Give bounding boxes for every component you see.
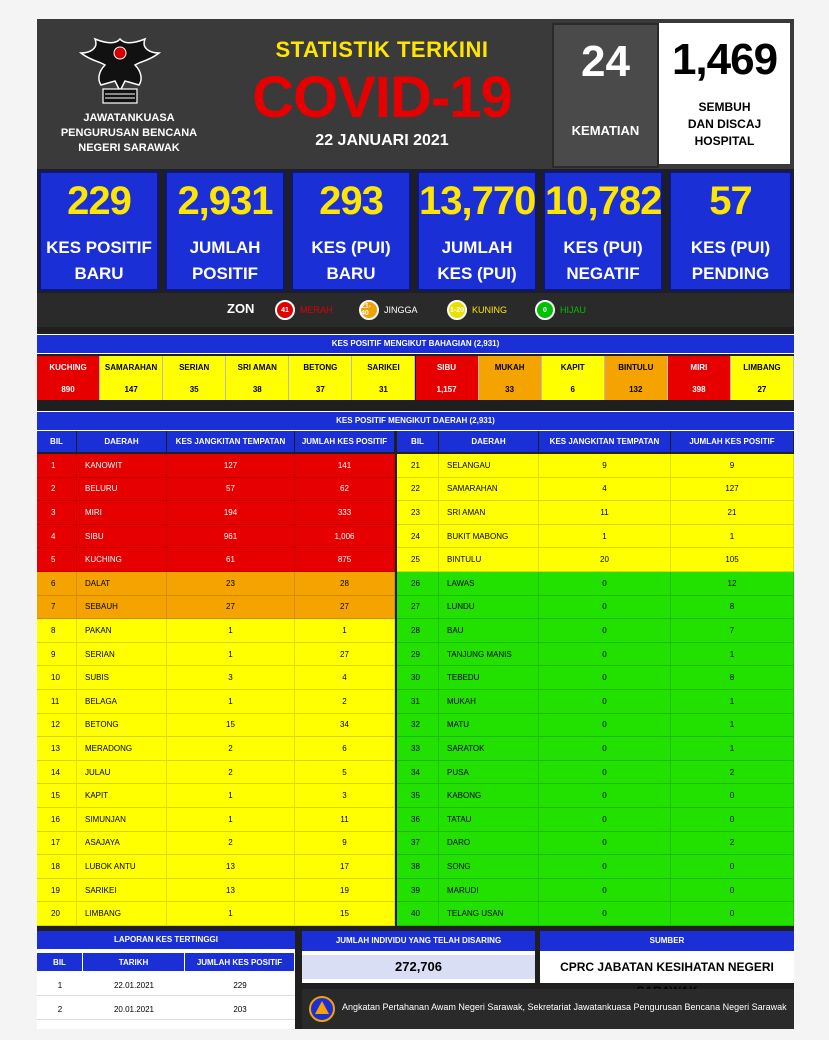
column-header: JUMLAH KES POSITIF <box>295 431 394 452</box>
district-name: ASAJAYA <box>77 832 167 856</box>
local-cases: 0 <box>539 643 671 667</box>
local-cases: 0 <box>539 761 671 785</box>
row-number: 31 <box>397 690 439 714</box>
highest-cases-report <box>37 931 295 1029</box>
report-cell: 203 <box>185 999 295 1020</box>
bahagian-name: BETONG <box>289 356 352 378</box>
recovered-value: 1,469 <box>671 35 778 84</box>
total-cases: 5 <box>295 761 395 785</box>
total-cases: 2 <box>295 690 395 714</box>
row-number: 21 <box>397 454 439 478</box>
district-name: TATAU <box>439 808 539 832</box>
screened-value: 272,706 <box>302 955 535 979</box>
district-name: SONG <box>439 855 539 879</box>
bahagian-name: KUCHING <box>37 356 100 378</box>
district-name: BAU <box>439 619 539 643</box>
local-cases: 1 <box>167 784 295 808</box>
bahagian-value: 398 <box>668 378 731 400</box>
district-name: JULAU <box>77 761 167 785</box>
row-number: 26 <box>397 572 439 596</box>
total-cases: 1 <box>671 643 794 667</box>
row-number: 29 <box>397 643 439 667</box>
local-cases: 1 <box>539 525 671 549</box>
district-name: TELANG USAN <box>439 902 539 926</box>
total-cases: 0 <box>671 784 794 808</box>
local-cases: 0 <box>539 832 671 856</box>
zone-title: ZON <box>227 301 255 316</box>
local-cases: 961 <box>167 525 295 549</box>
state-crest-icon <box>75 31 165 111</box>
total-cases: 62 <box>295 478 395 502</box>
local-cases: 1 <box>167 902 295 926</box>
local-cases: 1 <box>167 808 295 832</box>
total-cases: 12 <box>671 572 794 596</box>
district-name: DARO <box>439 832 539 856</box>
zone-item-yellow <box>447 299 507 321</box>
district-name: SRI AMAN <box>439 501 539 525</box>
local-cases: 194 <box>167 501 295 525</box>
district-name: BUKIT MABONG <box>439 525 539 549</box>
row-number: 32 <box>397 714 439 738</box>
zone-item-red <box>275 299 333 321</box>
local-cases: 0 <box>539 666 671 690</box>
district-name: MARUDI <box>439 879 539 903</box>
district-name: BINTULU <box>439 548 539 572</box>
district-name: MERADONG <box>77 737 167 761</box>
report-cell: 22.01.2021 <box>83 975 185 996</box>
zone-label: MERAH <box>300 305 333 315</box>
stat-value: 2,931 <box>177 179 273 223</box>
deaths-label: KEMATIAN <box>571 123 640 138</box>
bahagian-value: 6 <box>542 378 605 400</box>
total-cases: 2 <box>671 832 794 856</box>
local-cases: 2 <box>167 832 295 856</box>
row-number: 14 <box>37 761 77 785</box>
local-cases: 0 <box>539 808 671 832</box>
row-number: 37 <box>397 832 439 856</box>
bahagian-name: SAMARAHAN <box>100 356 163 378</box>
row-number: 8 <box>37 619 77 643</box>
footer-text: Angkatan Pertahanan Awam Negeri Sarawak, Sekretariat Jawatankuasa Pengurusan Bencana Negeri Sarawak <box>342 1002 787 1012</box>
bahagian-name: LIMBANG <box>731 356 794 378</box>
report-cell: 229 <box>185 975 295 996</box>
district-name: KUCHING <box>77 548 167 572</box>
total-cases: 15 <box>295 902 395 926</box>
district-name: MATU <box>439 714 539 738</box>
local-cases: 11 <box>539 501 671 525</box>
bahagian-value: 147 <box>100 378 163 400</box>
stat-value: 13,770 <box>419 179 536 223</box>
total-cases: 1 <box>295 619 395 643</box>
row-number: 22 <box>397 478 439 502</box>
recovered-label: SEMBUH DAN DISCAJ HOSPITAL <box>687 100 762 148</box>
total-cases: 1 <box>671 714 794 738</box>
row-number: 1 <box>37 454 77 478</box>
bahagian-name: SERIAN <box>163 356 226 378</box>
total-cases: 7 <box>671 619 794 643</box>
local-cases: 0 <box>539 902 671 926</box>
stat-label: KES (PUI) BARU <box>311 238 391 283</box>
recovered-card <box>659 23 790 164</box>
row-number: 2 <box>37 478 77 502</box>
bahagian-name: MUKAH <box>479 356 542 378</box>
district-name: SAMARAHAN <box>439 478 539 502</box>
zone-legend <box>37 293 794 327</box>
local-cases: 1 <box>167 643 295 667</box>
local-cases: 13 <box>167 855 295 879</box>
row-number: 39 <box>397 879 439 903</box>
report-column-header: BIL <box>37 953 82 971</box>
report-cell: 2 <box>37 999 83 1020</box>
total-cases: 27 <box>295 643 395 667</box>
total-cases: 21 <box>671 501 794 525</box>
district-name: BETONG <box>77 714 167 738</box>
zone-label: KUNING <box>472 305 508 315</box>
source-box <box>540 931 794 983</box>
district-name: BELAGA <box>77 690 167 714</box>
stat-card <box>165 171 285 291</box>
civil-defence-icon <box>308 995 336 1023</box>
stat-value: 293 <box>319 179 383 223</box>
bahagian-name: MIRI <box>668 356 731 378</box>
local-cases: 13 <box>167 879 295 903</box>
local-cases: 0 <box>539 714 671 738</box>
total-cases: 9 <box>671 454 794 478</box>
total-cases: 1,006 <box>295 525 395 549</box>
report-cell: 20.01.2021 <box>83 999 185 1020</box>
zone-label: HIJAU <box>560 305 587 315</box>
stat-label: JUMLAH POSITIF <box>189 238 261 283</box>
total-cases: 0 <box>671 902 794 926</box>
column-header: KES JANGKITAN TEMPATAN <box>167 431 294 452</box>
district-name: LUNDU <box>439 596 539 620</box>
bahagian-value: 132 <box>605 378 668 400</box>
local-cases: 23 <box>167 572 295 596</box>
total-cases: 1 <box>671 690 794 714</box>
row-number: 28 <box>397 619 439 643</box>
row-number: 30 <box>397 666 439 690</box>
zone-item-orange <box>359 299 418 321</box>
local-cases: 0 <box>539 572 671 596</box>
stat-label: KES (PUI) PENDING <box>690 238 771 283</box>
total-cases: 0 <box>671 879 794 903</box>
row-number: 35 <box>397 784 439 808</box>
district-name: SARIKEI <box>77 879 167 903</box>
header <box>37 19 794 169</box>
bahagian-value: 1,157 <box>416 378 479 400</box>
infographic-board <box>37 19 794 1029</box>
stat-card <box>669 171 792 291</box>
column-header: DAERAH <box>439 431 538 452</box>
deaths-value: 24 <box>581 37 630 86</box>
total-cases: 333 <box>295 501 395 525</box>
local-cases: 127 <box>167 454 295 478</box>
bottom-panel <box>37 931 794 1029</box>
total-cases: 4 <box>295 666 395 690</box>
source-title: SUMBER <box>540 931 794 951</box>
row-number: 6 <box>37 572 77 596</box>
local-cases: 1 <box>167 690 295 714</box>
zone-item-green <box>535 299 586 321</box>
local-cases: 4 <box>539 478 671 502</box>
bahagian-value: 27 <box>731 378 794 400</box>
total-cases: 141 <box>295 454 395 478</box>
total-cases: 105 <box>671 548 794 572</box>
screened-title: JUMLAH INDIVIDU YANG TELAH DISARING <box>302 931 535 951</box>
district-name: LAWAS <box>439 572 539 596</box>
total-cases: 8 <box>671 666 794 690</box>
row-number: 13 <box>37 737 77 761</box>
district-name: PAKAN <box>77 619 167 643</box>
stat-card <box>291 171 411 291</box>
row-number: 17 <box>37 832 77 856</box>
zone-badge: 1-20 <box>447 300 467 320</box>
stat-label: KES (PUI) NEGATIF <box>563 238 643 283</box>
total-cases: 127 <box>671 478 794 502</box>
deaths-card <box>552 23 659 168</box>
local-cases: 27 <box>167 596 295 620</box>
local-cases: 57 <box>167 478 295 502</box>
daerah-table <box>37 431 794 927</box>
row-number: 4 <box>37 525 77 549</box>
local-cases: 1 <box>167 619 295 643</box>
district-name: PUSA <box>439 761 539 785</box>
bahagian-value: 35 <box>163 378 226 400</box>
total-cases: 28 <box>295 572 395 596</box>
district-name: KANOWIT <box>77 454 167 478</box>
report-cell: 1 <box>37 975 83 996</box>
district-name: MUKAH <box>439 690 539 714</box>
stat-card <box>417 171 537 291</box>
footer <box>302 989 794 1029</box>
zone-badge: 41 <box>275 300 295 320</box>
district-name: LUBOK ANTU <box>77 855 167 879</box>
total-cases: 1 <box>671 525 794 549</box>
total-cases: 0 <box>671 855 794 879</box>
district-name: MIRI <box>77 501 167 525</box>
district-name: SIBU <box>77 525 167 549</box>
row-number: 12 <box>37 714 77 738</box>
bahagian-value: 33 <box>479 378 542 400</box>
bahagian-name: KAPIT <box>542 356 605 378</box>
column-header: DAERAH <box>77 431 166 452</box>
bahagian-value: 38 <box>226 378 289 400</box>
row-number: 18 <box>37 855 77 879</box>
title-top: STATISTIK TERKINI <box>275 37 489 62</box>
zone-label: JINGGA <box>384 305 418 315</box>
row-number: 5 <box>37 548 77 572</box>
local-cases: 0 <box>539 619 671 643</box>
screened-box <box>302 931 535 983</box>
column-header: JUMLAH KES POSITIF <box>671 431 793 452</box>
total-cases: 3 <box>295 784 395 808</box>
total-cases: 875 <box>295 548 395 572</box>
local-cases: 0 <box>539 855 671 879</box>
row-number: 34 <box>397 761 439 785</box>
local-cases: 0 <box>539 737 671 761</box>
local-cases: 2 <box>167 737 295 761</box>
page-title: COVID-19 <box>252 65 512 130</box>
total-cases: 17 <box>295 855 395 879</box>
district-name: TANJUNG MANIS <box>439 643 539 667</box>
organisation-name: JAWATANKUASA PENGURUSAN BENCANA NEGERI SARAWAK <box>60 112 198 154</box>
row-number: 23 <box>397 501 439 525</box>
district-name: KABONG <box>439 784 539 808</box>
total-cases: 19 <box>295 879 395 903</box>
row-number: 38 <box>397 855 439 879</box>
row-number: 16 <box>37 808 77 832</box>
row-number: 20 <box>37 902 77 926</box>
district-name: DALAT <box>77 572 167 596</box>
stat-label: KES POSITIF BARU <box>46 238 152 283</box>
report-date: 22 JANUARI 2021 <box>315 132 449 149</box>
bahagian-name: SRI AMAN <box>226 356 289 378</box>
stat-value: 57 <box>709 179 752 223</box>
total-cases: 0 <box>671 808 794 832</box>
zone-badge: 0 <box>535 300 555 320</box>
stat-value: 229 <box>67 179 131 223</box>
column-header: KES JANGKITAN TEMPATAN <box>539 431 670 452</box>
total-cases: 8 <box>671 596 794 620</box>
district-name: SIMUNJAN <box>77 808 167 832</box>
bahagian-title: KES POSITIF MENGIKUT BAHAGIAN (2,931) <box>37 334 794 354</box>
district-name: SUBIS <box>77 666 167 690</box>
row-number: 10 <box>37 666 77 690</box>
total-cases: 27 <box>295 596 395 620</box>
row-number: 9 <box>37 643 77 667</box>
daerah-title: KES POSITIF MENGIKUT DAERAH (2,931) <box>37 411 794 431</box>
stat-label: JUMLAH KES (PUI) <box>437 238 517 283</box>
row-number: 7 <box>37 596 77 620</box>
local-cases: 0 <box>539 596 671 620</box>
stats-row <box>37 171 794 291</box>
row-number: 15 <box>37 784 77 808</box>
bahagian-value: 37 <box>289 378 352 400</box>
zone-badge: 21-40 <box>359 300 379 320</box>
district-name: SARATOK <box>439 737 539 761</box>
total-cases: 6 <box>295 737 395 761</box>
column-header: BIL <box>37 431 76 452</box>
bahagian-strip <box>37 356 794 400</box>
row-number: 25 <box>397 548 439 572</box>
column-header: BIL <box>397 431 438 452</box>
total-cases: 1 <box>671 737 794 761</box>
district-name: SELANGAU <box>439 454 539 478</box>
source-value: CPRC JABATAN KESIHATAN NEGERI <box>560 960 774 974</box>
stat-value: 10,782 <box>545 179 662 223</box>
report-column-header: JUMLAH KES POSITIF <box>185 953 294 971</box>
stat-card <box>543 171 663 291</box>
row-number: 27 <box>397 596 439 620</box>
total-cases: 11 <box>295 808 395 832</box>
district-name: BELURU <box>77 478 167 502</box>
district-name: KAPIT <box>77 784 167 808</box>
total-cases: 9 <box>295 832 395 856</box>
row-number: 40 <box>397 902 439 926</box>
row-number: 36 <box>397 808 439 832</box>
bahagian-name: SIBU <box>416 356 479 378</box>
local-cases: 0 <box>539 879 671 903</box>
stat-card <box>39 171 159 291</box>
local-cases: 61 <box>167 548 295 572</box>
bahagian-value: 890 <box>37 378 100 400</box>
bahagian-name: BINTULU <box>605 356 668 378</box>
local-cases: 0 <box>539 690 671 714</box>
total-cases: 2 <box>671 761 794 785</box>
local-cases: 3 <box>167 666 295 690</box>
local-cases: 9 <box>539 454 671 478</box>
row-number: 33 <box>397 737 439 761</box>
bahagian-value: 31 <box>352 378 415 400</box>
report-column-header: TARIKH <box>83 953 184 971</box>
row-number: 11 <box>37 690 77 714</box>
row-number: 19 <box>37 879 77 903</box>
row-number: 3 <box>37 501 77 525</box>
row-number: 24 <box>397 525 439 549</box>
district-name: SEBAUH <box>77 596 167 620</box>
local-cases: 2 <box>167 761 295 785</box>
local-cases: 20 <box>539 548 671 572</box>
district-name: LIMBANG <box>77 902 167 926</box>
local-cases: 15 <box>167 714 295 738</box>
highest-cases-title: LAPORAN KES TERTINGGI <box>37 931 295 949</box>
total-cases: 34 <box>295 714 395 738</box>
local-cases: 0 <box>539 784 671 808</box>
district-name: SERIAN <box>77 643 167 667</box>
district-name: TEBEDU <box>439 666 539 690</box>
bahagian-name: SARIKEI <box>352 356 415 378</box>
